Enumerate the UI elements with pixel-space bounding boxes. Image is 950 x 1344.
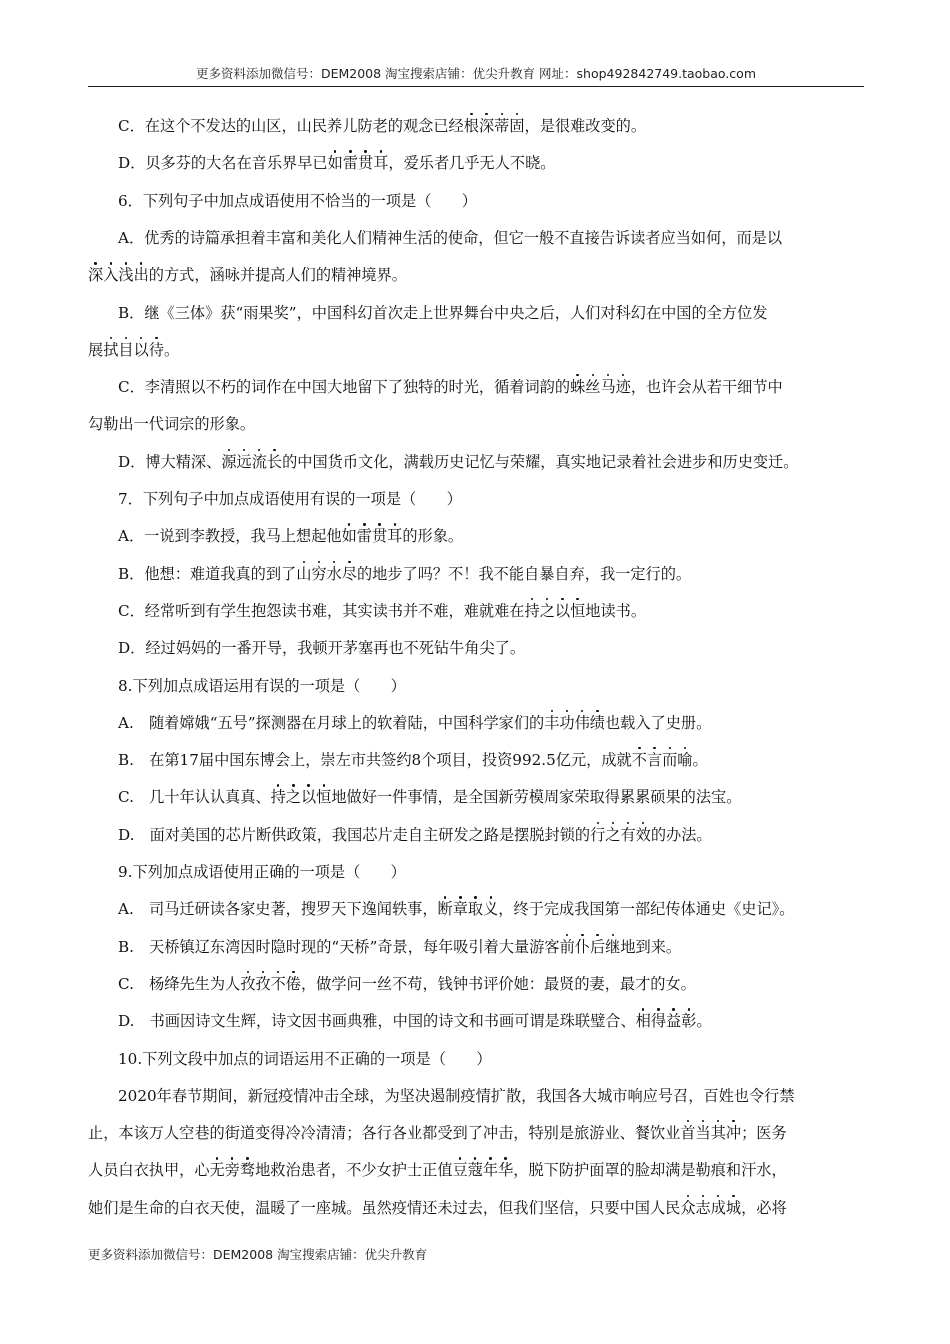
text-line bbox=[88, 896, 864, 922]
text-line bbox=[88, 673, 864, 699]
dotted-idiom: 蛛丝马迹 bbox=[570, 378, 631, 397]
dotted-idiom: 源远流长 bbox=[221, 452, 283, 471]
text-segment: 展 bbox=[88, 340, 104, 359]
text-line bbox=[88, 113, 864, 139]
text-line bbox=[88, 262, 864, 288]
text-segment: ，必将 bbox=[741, 1198, 787, 1217]
text-segment: 10.下列文段中加点的词语运用不正确的一项是（ ） bbox=[118, 1049, 492, 1068]
text-segment: 8.下列加点成语运用有误的一项是（ ） bbox=[118, 676, 406, 695]
text-line bbox=[88, 188, 864, 214]
text-line bbox=[88, 486, 864, 512]
dotted-idiom: 丰功伟绩 bbox=[544, 713, 605, 732]
text-segment: 止，本该万人空巷的街道变得冷冷清清；各行各业都受到了冲击，特别是旅游业、餐饮业 bbox=[88, 1124, 681, 1143]
text-line bbox=[88, 449, 864, 475]
text-segment: 的中国货币文化，满载历史记忆与荣耀，真实地记录着社会进步和历史变迁。 bbox=[282, 452, 799, 471]
text-segment: ，脱下防护面罩的脸却满是勒痕和汗水， bbox=[513, 1161, 787, 1180]
text-segment: 人员白衣执甲，心 bbox=[88, 1161, 210, 1180]
text-segment: 也载入了史册。 bbox=[604, 713, 712, 732]
text-segment: B．继《三体》获“雨果奖”，中国科幻首次走上世界舞台中央之后，人们对科幻在中国的全方位发 bbox=[118, 303, 768, 322]
dotted-idiom: 持之以恒 bbox=[270, 788, 332, 807]
text-line bbox=[88, 1046, 864, 1072]
text-line bbox=[88, 784, 864, 810]
dotted-idiom: 不言而喻 bbox=[631, 751, 693, 770]
dotted-idiom: 相得益彰 bbox=[635, 1012, 697, 1031]
text-line bbox=[88, 598, 864, 624]
text-segment: C．经常听到有学生抱怨读书难，其实读书并不难，难就难在 bbox=[118, 601, 525, 620]
text-line bbox=[88, 1008, 864, 1034]
dotted-idiom: 孜孜不倦 bbox=[240, 974, 301, 993]
page-header: 更多资料添加微信号：DEM2008 淘宝搜索店铺：优尖升教育 网址：shop492842749.taobao.com bbox=[88, 62, 864, 87]
text-segment: 地做好一件事情，是全国新劳模周家荣取得累累硕果的法宝。 bbox=[331, 788, 742, 807]
text-segment: 勾勒出一代词宗的形象。 bbox=[88, 415, 256, 434]
dotted-idiom: 如雷贯耳 bbox=[327, 154, 389, 173]
text-segment: A．一说到李教授，我马上想起他 bbox=[118, 527, 342, 546]
text-line bbox=[88, 710, 864, 736]
text-segment: 的办法。 bbox=[650, 825, 712, 844]
page-footer: 更多资料添加微信号：DEM2008 淘宝搜索店铺：优尖升教育 bbox=[88, 1247, 428, 1262]
text-segment: 她们是生命的白衣天使，温暖了一座城。虽然疫情还未过去，但我们坚信，只要中国人民 bbox=[88, 1198, 681, 1217]
text-segment: 6．下列句子中加点成语使用不恰当的一项是（ ） bbox=[118, 191, 477, 210]
text-segment: C．李清照以不朽的词作在中国大地留下了独特的时光，循着词韵的 bbox=[118, 378, 571, 397]
dotted-idiom: 前仆后继 bbox=[559, 937, 621, 956]
text-segment: 。 bbox=[696, 1012, 712, 1031]
text-segment: D．贝多芬的大名在音乐界早已 bbox=[118, 154, 328, 173]
text-segment: 的形象。 bbox=[402, 527, 464, 546]
text-segment: D．博大精深、 bbox=[118, 452, 222, 471]
dotted-idiom: 持之以恒 bbox=[524, 601, 586, 620]
dotted-idiom: 众志成城 bbox=[680, 1198, 742, 1217]
text-segment: B. 天桥镇辽东湾因时隐时现的“天桥”奇景，每年吸引着大量游客 bbox=[118, 937, 560, 956]
text-line bbox=[88, 1083, 864, 1109]
text-line bbox=[88, 822, 864, 848]
text-segment: 7．下列句子中加点成语使用有误的一项是（ ） bbox=[118, 490, 462, 508]
text-line bbox=[88, 337, 864, 363]
text-line bbox=[88, 374, 864, 400]
text-line bbox=[88, 747, 864, 773]
dotted-idiom: 如雷贯耳 bbox=[341, 527, 403, 546]
text-segment: 9.下列加点成语使用正确的一项是（ ） bbox=[118, 863, 406, 881]
text-line bbox=[88, 934, 864, 960]
text-line bbox=[88, 1157, 864, 1183]
dotted-idiom: 豆蔻年华 bbox=[452, 1161, 514, 1180]
text-segment: ；医务 bbox=[741, 1124, 787, 1143]
text-line bbox=[88, 1120, 864, 1146]
text-segment: 地读书。 bbox=[585, 601, 646, 620]
text-segment: D．经过妈妈的一番开导，我顿开茅塞再也不死钻牛角尖了。 bbox=[118, 639, 526, 658]
text-segment: 地到来。 bbox=[620, 937, 682, 956]
text-segment: ，做学问一丝不苟，钱钟书评价她：最贤的妻，最才的女。 bbox=[300, 974, 696, 993]
text-segment: A. 随着嫦娥“五号”探测器在月球上的软着陆，中国科学家们的 bbox=[118, 713, 545, 732]
text-line bbox=[88, 300, 864, 326]
text-segment: ，终于完成我国第一部纪传体通史《史记》。 bbox=[498, 900, 795, 919]
text-line bbox=[88, 523, 864, 549]
text-segment: ，也许会从若干细节中 bbox=[630, 378, 783, 397]
text-segment: C. 几十年认认真真、 bbox=[118, 788, 271, 807]
text-segment: B. 在第17届中国东博会上，崇左市共签约8个项目，投资992.5亿元，成就 bbox=[118, 751, 632, 770]
dotted-idiom: 深入浅出 bbox=[88, 266, 149, 285]
text-segment: 的地步了吗？不！我不能自暴自弃，我一定行的。 bbox=[356, 564, 692, 583]
dotted-idiom: 拭目以待 bbox=[103, 340, 164, 359]
text-segment: C. 杨绛先生为人 bbox=[118, 974, 241, 993]
text-segment: ，爱乐者几乎无人不晓。 bbox=[388, 154, 556, 173]
text-line bbox=[88, 561, 864, 587]
text-segment: B．他想：难道我真的到了 bbox=[118, 564, 297, 583]
text-segment: A．优秀的诗篇承担着丰富和美化人们精神生活的使命，但它一般不直接告诉读者应当如何，而是以 bbox=[118, 228, 783, 247]
dotted-idiom: 断章取义 bbox=[437, 900, 499, 919]
text-line bbox=[88, 225, 864, 251]
text-line bbox=[88, 411, 864, 437]
text-segment: 。 bbox=[163, 340, 180, 359]
text-line bbox=[88, 859, 864, 885]
text-line bbox=[88, 971, 864, 997]
text-segment: 地救治患者，不少女护士正值 bbox=[255, 1161, 453, 1180]
dotted-idiom: 首当其冲 bbox=[680, 1124, 742, 1143]
dotted-idiom: 根深蒂固 bbox=[463, 117, 525, 135]
text-line bbox=[88, 635, 864, 661]
text-line bbox=[88, 150, 864, 176]
dotted-idiom: 行之有效 bbox=[590, 825, 651, 844]
dotted-idiom: 山穷水尽 bbox=[296, 564, 357, 583]
text-segment: D. 面对美国的芯片断供政策，我国芯片走自主研发之路是摆脱封锁的 bbox=[118, 825, 591, 844]
text-segment: 的方式，涵咏并提高人们的精神境界。 bbox=[148, 266, 407, 285]
dotted-idiom: 无旁骛 bbox=[209, 1161, 256, 1180]
text-segment: 2020年春节期间，新冠疫情冲击全球，为坚决遏制疫情扩散，我国各大城市响应号召，百姓也令行禁 bbox=[118, 1086, 795, 1105]
text-segment: A. 司马迁研读各家史著，搜罗天下逸闻轶事， bbox=[118, 900, 438, 919]
text-line bbox=[88, 1195, 864, 1221]
text-segment: 。 bbox=[692, 751, 708, 770]
text-segment: ，是很难改变的。 bbox=[524, 117, 646, 135]
text-segment: C．在这个不发达的山区，山民养儿防老的观念已经 bbox=[118, 117, 464, 135]
text-segment: D. 书画因诗文生辉，诗文因书画典雅，中国的诗文和书画可谓是珠联璧合、 bbox=[118, 1012, 636, 1031]
